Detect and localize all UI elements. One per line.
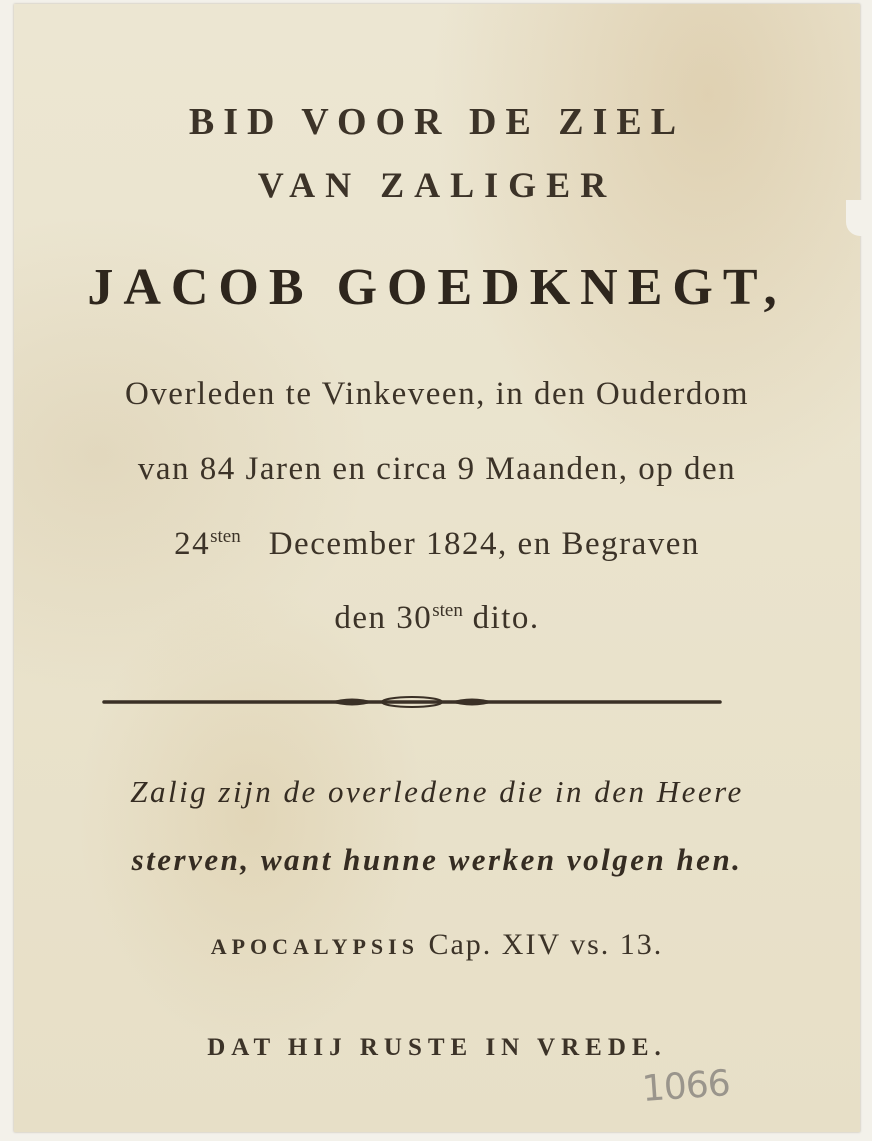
paper-tear xyxy=(846,200,872,236)
heading-line-2: VAN ZALIGER xyxy=(257,165,617,205)
death-date-line xyxy=(14,526,860,563)
burial-date-line xyxy=(14,600,860,637)
scripture-quote-line-2: sterven, want hunne werken volgen hen. xyxy=(131,842,743,877)
deceased-name: JACOB GOEDKNEGT, xyxy=(87,259,787,316)
death-day-suffix: sten xyxy=(210,526,241,547)
death-details-line-2: van 84 Jaren en circa 9 Maanden, op den xyxy=(137,451,737,487)
citation-reference: Cap. XIV vs. 13. xyxy=(428,928,664,961)
prayer-card xyxy=(14,4,860,1132)
death-date-rest: December 1824, en Begraven xyxy=(268,526,700,562)
death-day: 24 xyxy=(174,526,211,562)
death-details-line-1: Overleden te Vinkeveen, in den Ouderdom xyxy=(124,376,750,412)
scripture-citation xyxy=(14,928,860,962)
scripture-quote-line-1: Zalig zijn de overledene die in den Heere xyxy=(130,774,744,809)
inventory-number: 1066 xyxy=(640,1062,731,1111)
heading-line-1: BID VOOR DE ZIEL xyxy=(188,101,686,143)
burial-suffix: dito. xyxy=(472,600,540,636)
burial-prefix: den 30 xyxy=(334,600,433,636)
ornamental-divider xyxy=(102,690,722,714)
citation-book: APOCALYPSIS xyxy=(210,934,419,959)
closing-blessing: DAT HIJ RUSTE IN VREDE. xyxy=(207,1034,667,1061)
burial-day-suffix: sten xyxy=(432,600,463,621)
